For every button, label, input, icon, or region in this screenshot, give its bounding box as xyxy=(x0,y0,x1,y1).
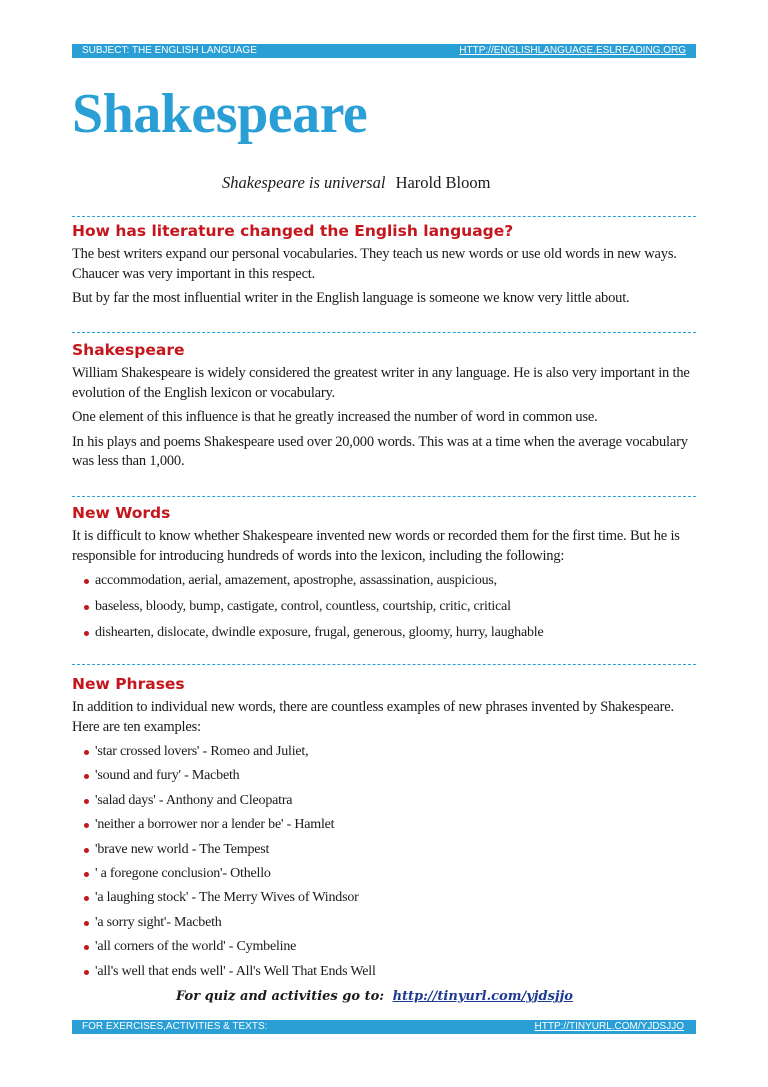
section-literature xyxy=(72,221,700,314)
quiz-link[interactable]: http://tinyurl.com/yjdsjjo xyxy=(392,989,573,1004)
list-item: 'all corners of the world' - Cymbeline xyxy=(84,937,700,956)
footer-bar xyxy=(72,1020,696,1034)
section-new-phrases xyxy=(72,674,700,986)
list-item: 'salad days' - Anthony and Cleopatra xyxy=(84,791,700,810)
list-item: 'brave new world - The Tempest xyxy=(84,840,700,859)
section-shakespeare xyxy=(72,340,700,477)
list-item: 'a sorry sight'- Macbeth xyxy=(84,913,700,932)
paragraph: It is difficult to know whether Shakespeare invented new words or recorded them for the first time. But he is responsible for introducing hundreds of words into the lexicon, including the following: xyxy=(72,528,680,564)
list-item: baseless, bloody, bump, castigate, control, countless, courtship, critic, critical xyxy=(84,597,700,616)
word-list xyxy=(84,571,700,642)
header-bar xyxy=(72,44,696,58)
section-heading: Shakespeare xyxy=(72,341,185,359)
list-item: 'all's well that ends well' - All's Well That Ends Well xyxy=(84,962,700,981)
quiz-callout xyxy=(176,988,573,1006)
section-divider xyxy=(72,496,696,497)
paragraph: William Shakespeare is widely considered the greatest writer in any language. He is also very important in the evolution of the English lexicon or vocabulary. xyxy=(72,365,690,401)
page-title: Shakespeare xyxy=(72,83,368,145)
list-item: dishearten, dislocate, dwindle exposure, frugal, generous, gloomy, hurry, laughable xyxy=(84,623,700,642)
list-item: 'sound and fury' - Macbeth xyxy=(84,766,700,785)
list-item: 'a laughing stock' - The Merry Wives of Windsor xyxy=(84,888,700,907)
section-divider xyxy=(72,332,696,333)
footer-url-link[interactable]: HTTP://TINYURL.COM/YJDSJJO xyxy=(534,1021,684,1032)
subject-label: SUBJECT: THE ENGLISH LANGUAGE xyxy=(82,45,257,56)
section-heading: New Words xyxy=(72,504,171,522)
phrase-list xyxy=(84,742,700,981)
section-divider xyxy=(72,216,696,217)
list-item: 'star crossed lovers' - Romeo and Juliet, xyxy=(84,742,700,761)
list-item: accommodation, aerial, amazement, apostrophe, assassination, auspicious, xyxy=(84,571,700,590)
epigraph-author: Harold Bloom xyxy=(395,173,491,192)
paragraph: In his plays and poems Shakespeare used over 20,000 words. This was at a time when the average vocabulary was less than 1,000. xyxy=(72,433,688,469)
section-divider xyxy=(72,664,696,665)
list-item: ' a foregone conclusion'- Othello xyxy=(84,864,700,883)
header-url-link[interactable]: HTTP://ENGLISHLANGUAGE.ESLREADING.ORG xyxy=(459,45,686,56)
paragraph: One element of this influence is that he greatly increased the number of word in common use. xyxy=(72,409,598,425)
section-new-words xyxy=(72,503,700,649)
epigraph xyxy=(222,172,490,194)
paragraph: In addition to individual new words, there are countless examples of new phrases invented by Shakespeare. Here are ten examples: xyxy=(72,699,674,735)
section-heading: New Phrases xyxy=(72,675,185,693)
section-heading: How has literature changed the English language? xyxy=(72,222,514,240)
quiz-text: For quiz and activities go to: xyxy=(176,989,385,1004)
list-item: 'neither a borrower nor a lender be' - Hamlet xyxy=(84,815,700,834)
footer-label: FOR EXERCISES,ACTIVITIES & TEXTS: xyxy=(82,1021,268,1032)
paragraph: The best writers expand our personal vocabularies. They teach us new words or use old words in new ways. Chaucer was very important in this respect. xyxy=(72,246,677,282)
epigraph-quote: Shakespeare is universal xyxy=(222,173,386,192)
paragraph: But by far the most influential writer in the English language is someone we know very little about. xyxy=(72,290,630,306)
